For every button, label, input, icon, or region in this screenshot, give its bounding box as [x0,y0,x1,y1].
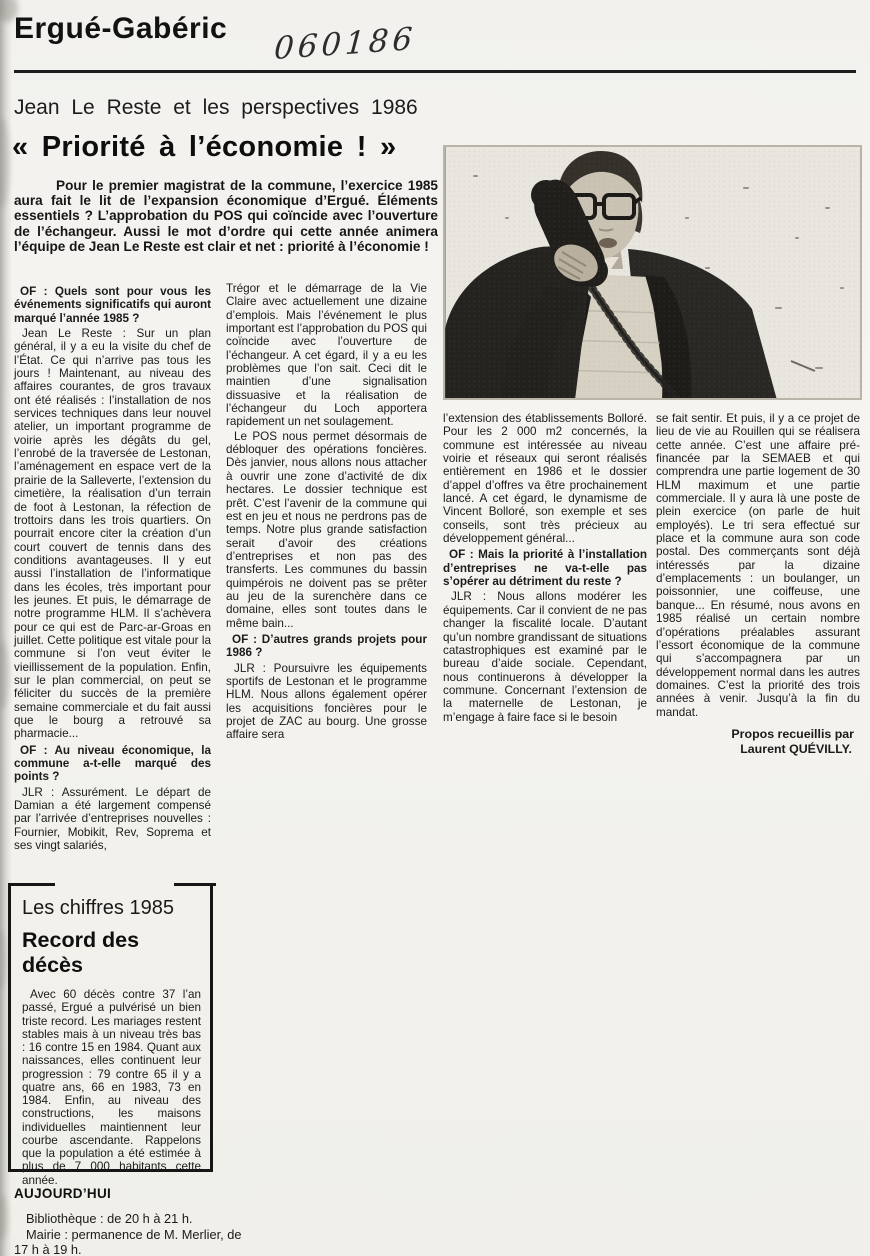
article-photo [443,145,862,400]
masthead-rule [14,70,856,73]
today-title: AUJOURD’HUI [14,1186,112,1201]
article-headline: « Priorité à l’économie ! » [12,131,397,163]
handwritten-date: 060186 [272,20,418,68]
article-column-1 [14,282,211,853]
interview-answer: JLR : Poursuivre les équipements sportifs de Lestonan et le programme HLM. Nous allons également opérer les acquisitions foncières pour le projet de ZAC au bourg. Une grosse affaire sera [226,661,427,742]
article-kicker: Jean Le Reste et les perspectives 1986 [14,96,418,119]
article-column-2 [226,282,427,743]
interview-question: OF : Au niveau économique, la commune a-t-elle marqué des points ? [14,743,211,784]
stats-box-border-segment [174,883,216,886]
stats-box-title: Record des décès [22,928,140,977]
article-paragraph: Le POS nous permet désormais de débloquer des opérations foncières. Dès janvier, nous allons nous attacher à ouvrir une zone d’activité de dix hectares. Le dossier technique est prêt. C’est l’avenir de la commune qui est en jeu et nous ne perdrons pas de temps. Notre plus grande satisfaction serait d’avoir des créations d’entreprises et non pas des transferts. Les communes du bassin quimpérois ne doivent pas se prêter au jeu de la surenchère dans ce domaine, elles sont toutes dans le même bain... [226,429,427,630]
interview-answer: JLR : Assurément. Le départ de Damian a été largement compensé par l’arrivée d’entreprises nouvelles : Fournier, Mobikit, Rev, Soprema et ses vingt salariés, [14,785,211,853]
today-library-hours: Bibliothèque : de 20 h à 21 h. [26,1211,193,1226]
article-paragraph: se fait sentir. Et puis, il y a ce projet de lieu de vie au Rouillen qui se réalisera cette année. C’est une affaire pré-financée par la SEMAEB et qui comprendra une partie logement de 30 HLM maximum et une partie commerciale. Il y aura là une poste de plein exercice (on parle de huit employés). Le tri sera effectué sur place et la commune aura son code postal. Des commerçants sont déjà intéressés par la dizaine d’emplacements : un boulanger, un poissonnier, une coiffeuse, une banque... En résumé, nous avons en 1985 réalisé un certain nombre d’opérations préalables assurant l’essort économique de la commune qui s’accompagnera par un développement normal dans les autres domaines. C’est la priorité des trois années à venir. Jusqu’à la fin du mandat. [656,412,860,719]
stats-box-kicker: Les chiffres 1985 [22,897,174,919]
interview-question: OF : Mais la priorité à l’installation d’entreprises ne va-t-elle pas s’opérer au détriment du reste ? [443,548,647,589]
today-mairie-hours: Mairie : permanence de M. Merlier, de 17 h à 19 h. [14,1226,242,1256]
byline [656,727,860,757]
byline-author: Laurent QUÉVILLY. [740,741,852,756]
interview-answer: Jean Le Reste : Sur un plan général, il y a eu la visite du chef de l’État. Ce qui n’arrive pas tous les jours ! Maintenant, au niveau des affaires courantes, de gros travaux ont été réalisés : l’installation de nos services techniques dans leur nouvel atelier, un important programme de voirie après les dégâts du gel, l’enrobé de la traversée de Lestonan, l’aménagement en espace vert de la prairie de la Salleverte, l’extension du cimetière, la réalisation d’un terrain de foot à Lestonan, la réfection de trottoirs dans les trois quartiers. On pourrait encore citer la création d’un court couvert de tennis dans des conditions avantageuses. Il y eut aussi l’installation de l’informatique dans les écoles, très important pour les jeunes. Et puis, le démarrage de notre programme HLM. Il s’achèvera pour ce qui est de Parc-ar-Groas en juillet. Cette politique est vitale pour la commune si l’on veut éviter le vieillissement de la population. Enfin, sur le plan commercial, on peut se féliciter du succès de la première semaine commerciale et du fait aussi que le bourg a retrouvé sa pharmacie... [14,327,211,741]
article-column-3 [443,412,647,725]
interview-question: OF : D’autres grands projets pour 1986 ? [226,632,427,660]
stats-box-body: Avec 60 décès contre 37 l’an passé, Ergué a pulvérisé un bien triste record. Les mariages restent stables mais à un niveau très bas : 16 contre 15 en 1984. Quant aux naissances, elles continuent leur progression : 79 contre 65 il y a quatre ans, 66 en 1983, 73 en 1984. Enfin, au niveau des constructions, les maisons individuelles maintiennent leur courbe ascendante. Rappelons que la population a été estimée à plus de 7 000 habitants cette année. [22,988,201,1187]
article-lede: Pour le premier magistrat de la commune, l’exercice 1985 aura fait le lit de l’expansion économique d’Ergué. Éléments essentiels ? L’approbation du POS qui coïncide avec l’ouverture de l’échangeur. Aussi le mot d’ordre qui cette année animera l’équipe de Jean Le Reste est clair et net : priorité à l’économie ! [14,178,438,254]
stats-box-border-segment [11,883,55,886]
interview-answer: JLR : Nous allons modérer les équipements. Car il convient de ne pas changer la fiscalité locale. D’autant qu’un nombre grandissant de situations catastrophiques est examiné par le bureau d’aide sociale. Cependant, nous continuerons à développer la commune. Concernant l’extension de la maternelle de Lestonan, je m’engage à faire face si le besoin [443,590,648,724]
interview-question: OF : Quels sont pour vous les événements significatifs qui auront marqué l’année 1985 ? [14,285,211,325]
today-section [14,1186,252,1256]
article-paragraph: l’extension des établissements Bolloré. Pour les 2 000 m2 concernés, la commune est intéressée au niveau voirie et réseaux qui seront réalisés entièrement en 1986 et le dossier d’appel d’offres va être prochainement lancé. A cet égard, le dynamisme de Vincent Bolloré, son exemple et ses conseils, sont très précieux au développement général... [443,412,647,546]
stats-box [8,883,213,1187]
section-title: Ergué-Gabéric [14,12,228,45]
photo-man-on-telephone [443,145,862,400]
article-paragraph: Trégor et le démarrage de la Vie Claire avec actuellement une dizaine d’emplois. Mais l’événement le plus important est l’approbation du POS qui coïncide avec l’ouverture de l’échangeur. A cet égard, il y a eu les problèmes que l’on sait. Ceci dit le maintien d’une signalisation dissuasive et la réalisation de l’échangeur du Loch apportera rapidement un net soulagement. [226,282,427,429]
article-column-4 [656,412,860,758]
byline-prefix: Propos recueillis par [731,726,854,741]
